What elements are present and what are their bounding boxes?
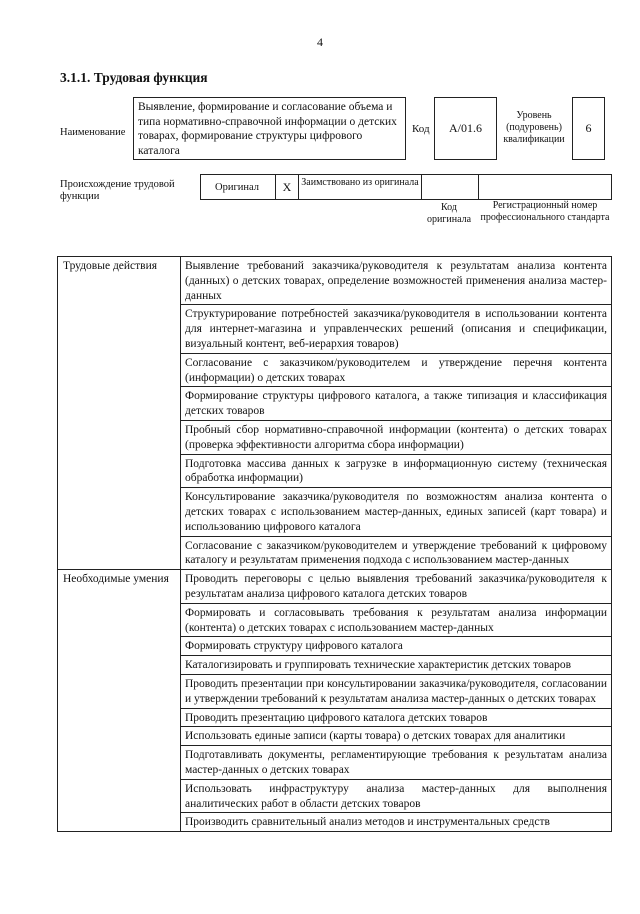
table-cell-item: Производить сравнительный анализ методов и инструментальных средств [181,813,612,832]
origin-label: Происхождение трудовой функции [60,179,175,202]
table-cell-item: Проводить переговоры с целью выявления требований заказчика/руководителя к результатам анализа цифрового каталога детских товаров [181,570,612,604]
table-cell-item: Выявление требований заказчика/руководителя к результатам анализа контента (данных) о детских товарах, определение возможностей применения анализа мастер-данных [181,257,612,305]
table-cell-item: Проводить презентацию цифрового каталога детских товаров [181,708,612,727]
table-row [58,570,612,604]
table-cell-item: Каталогизировать и группировать технические характеристик детских товаров [181,656,612,675]
code-value: A/01.6 [449,121,482,135]
original-label: Оригинал [215,182,259,193]
table-cell-item: Подготовка массива данных к загрузке в информационную систему (техническая обработка информации) [181,454,612,488]
table-row [58,257,612,305]
table-cell-item: Проводить презентации при консультировании заказчика/руководителя, согласовании и утверждении требований к результатам анализа мастер-данных о детских товарах [181,674,612,708]
section-heading: Необходимые умения [58,570,181,832]
name-value-box [133,97,406,160]
section-title: 3.1.1. Трудовая функция [60,70,208,85]
table-cell-item: Согласование с заказчиком/руководителем и утверждение перечня контента (информации) о детских товарах [181,353,612,387]
level-value: 6 [585,121,592,135]
table-cell-item: Структурирование потребностей заказчика/руководителя в использовании контента для интернет-магазина и управленческих решений (описания и спецификации, визуальный контент, веб-иерархия товаров) [181,305,612,353]
origin-original-cell [200,174,276,200]
page-number: 4 [317,35,323,49]
table-cell-item: Использовать единые записи (карты товара) о детских товарах для аналитики [181,727,612,746]
section-heading: Трудовые действия [58,257,181,570]
reg-number-label: Регистрационный номер профессионального стандарта [480,200,610,223]
table-cell-item: Формирование структуры цифрового каталога, а также типизация и классификация детских товаров [181,387,612,421]
table-cell-item: Согласование с заказчиком/руководителем и утверждение требований к цифровому каталогу и результатам применения подхода с использованием мастер-данных [181,536,612,570]
table-cell-item: Формировать структуру цифрового каталога [181,637,612,656]
table-cell-item: Подготавливать документы, регламентирующие требования к результатам анализа мастер-данных о детских товарах [181,746,612,780]
table-cell-item: Пробный сбор нормативно-справочной информации (контента) о детских товарах (проверка эффективности алгоритма сбора информации) [181,420,612,454]
origin-borrowed-cell [298,174,422,200]
name-value: Выявление, формирование и согласование объема и типа нормативно-справочной информации о детских товарах, формирование структуры цифрового каталога [138,101,397,157]
code-value-box [434,97,497,160]
code-original-label: Код оригинала [426,202,472,225]
table-cell-item: Консультирование заказчика/руководителя по возможностям анализа контента о детских товарах с использованием мастер-данных, единых записей (карт товара) и использованию цифрового каталога [181,488,612,536]
table-cell-item: Формировать и согласовывать требования к результатам анализа информации (контента) о детских товарах с использованием мастер-данных [181,603,612,637]
code-label: Код [412,123,430,135]
origin-reg-cell [478,174,612,200]
origin-code-cell [421,174,479,200]
origin-mark-cell [275,174,299,200]
table-cell-item: Использовать инфраструктуру анализа мастер-данных для выполнения аналитических работ в области детских товаров [181,779,612,813]
level-label: Уровень (подуровень) квалификации [503,110,565,145]
borrowed-label: Заимствовано из оригинала [301,177,419,188]
name-label: Наименование [60,127,126,138]
level-value-box [572,97,605,160]
original-mark: X [282,179,292,194]
function-table [57,256,612,832]
